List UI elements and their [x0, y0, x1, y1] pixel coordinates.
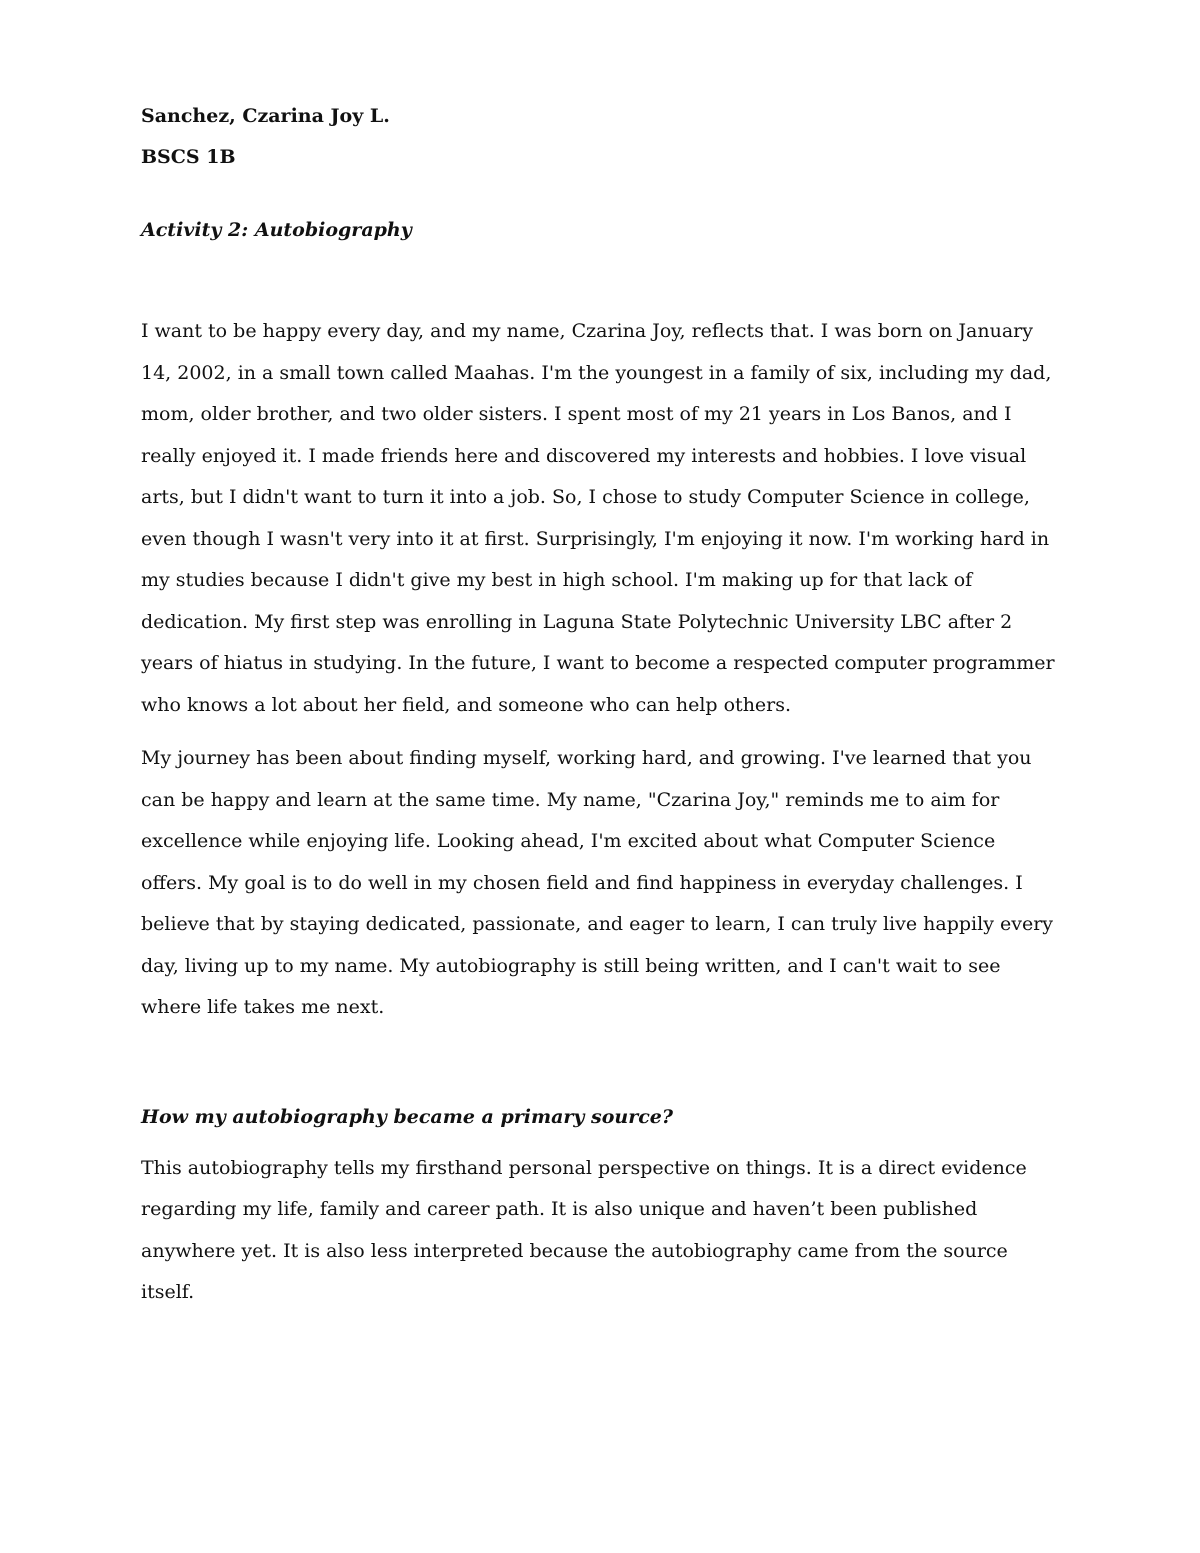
document-content — [141, 96, 1061, 1314]
activity-title: Activity 2: Autobiography — [141, 219, 412, 241]
student-name: Sanchez, Czarina Joy L. — [141, 105, 390, 127]
question-title: How my autobiography became a primary source? — [141, 1105, 674, 1128]
autobiography-paragraph-2: My journey has been about finding myself, working hard, and growing. I've learned that you can be happy and learn at the same time. My name, "Czarina Joy," reminds me to aim for excellence while enjoying life. Looking ahead, I'm excited about what Computer Science offers. My goal is to do well in my chosen field and find happiness in everyday challenges. I believe that by staying dedicated, passionate, and eager to learn, I can truly live happily every day, living up to my name. My autobiography is still being written, and I can't wait to see where life takes me next. — [141, 747, 1054, 1018]
student-section: BSCS 1B — [141, 146, 236, 168]
answer-paragraph: This autobiography tells my firsthand personal perspective on things. It is a direct evidence regarding my life, family and career path. It is also unique and haven’t been published anywhere yet. It is also less interpreted because the autobiography came from the source itself. — [141, 1156, 1027, 1303]
autobiography-paragraph-1: I want to be happy every day, and my name, Czarina Joy, reflects that. I was born on January 14, 2002, in a small town called Maahas. I'm the youngest in a family of six, including my dad, mom, older brother, and two older sisters. I spent most of my 21 years in Los Banos, and I really enjoyed it. I made friends here and discovered my interests and hobbies. I love visual arts, but I didn't want to turn it into a job. So, I chose to study Computer Science in college, even though I wasn't very into it at first. Surprisingly, I'm enjoying it now. I'm working hard in my studies because I didn't give my best in high school. I'm making up for that lack of dedication. My first step was enrolling in Laguna State Polytechnic University LBC after 2 years of hiatus in studying. In the future, I want to become a respected computer programmer who knows a lot about her field, and someone who can help others. — [141, 320, 1055, 716]
